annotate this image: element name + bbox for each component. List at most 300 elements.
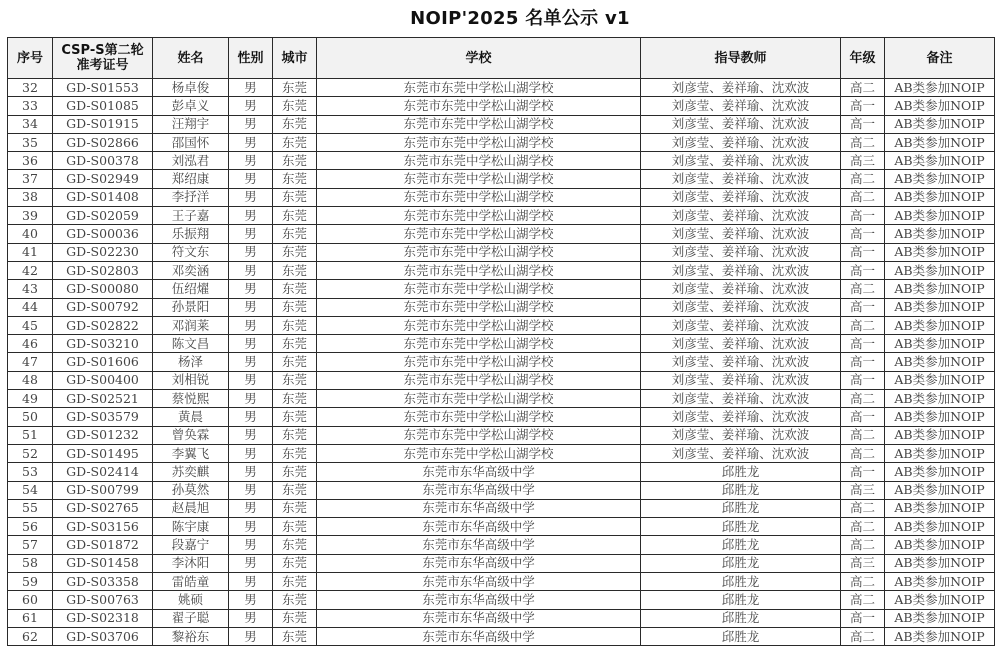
cell-school: 东莞市东华高级中学 <box>317 536 641 554</box>
cell-city: 东莞 <box>273 536 317 554</box>
table-row <box>8 481 995 499</box>
cell-note: AB类参加NOIP <box>885 170 995 188</box>
cell-gender: 男 <box>229 353 273 371</box>
cell-idx: 37 <box>8 170 53 188</box>
header-name: 姓名 <box>153 38 229 79</box>
cell-name: 伍绍燿 <box>153 280 229 298</box>
cell-note: AB类参加NOIP <box>885 554 995 572</box>
cell-city: 东莞 <box>273 371 317 389</box>
cell-teacher: 邱胜龙 <box>641 627 841 645</box>
table-row <box>8 554 995 572</box>
cell-note: AB类参加NOIP <box>885 97 995 115</box>
table-row <box>8 115 995 133</box>
cell-idx: 33 <box>8 97 53 115</box>
table-row <box>8 609 995 627</box>
cell-name: 姚硕 <box>153 591 229 609</box>
cell-note: AB类参加NOIP <box>885 207 995 225</box>
cell-name: 杨卓俊 <box>153 79 229 97</box>
cell-note: AB类参加NOIP <box>885 261 995 279</box>
cell-gender: 男 <box>229 426 273 444</box>
cell-ticket: GD-S02765 <box>53 499 153 517</box>
cell-idx: 53 <box>8 463 53 481</box>
cell-teacher: 刘彦莹、姜祥瑜、沈欢波 <box>641 408 841 426</box>
header-ticket-line2: 准考证号 <box>76 58 129 73</box>
cell-city: 东莞 <box>273 573 317 591</box>
cell-teacher: 邱胜龙 <box>641 609 841 627</box>
cell-school: 东莞市东莞中学松山湖学校 <box>317 335 641 353</box>
cell-city: 东莞 <box>273 298 317 316</box>
cell-school: 东莞市东华高级中学 <box>317 573 641 591</box>
cell-city: 东莞 <box>273 408 317 426</box>
cell-school: 东莞市东华高级中学 <box>317 499 641 517</box>
cell-name: 符文东 <box>153 243 229 261</box>
cell-grade: 高一 <box>841 353 885 371</box>
cell-ticket: GD-S02230 <box>53 243 153 261</box>
cell-name: 汪翔宇 <box>153 115 229 133</box>
header-city: 城市 <box>273 38 317 79</box>
cell-ticket: GD-S00763 <box>53 591 153 609</box>
cell-teacher: 刘彦莹、姜祥瑜、沈欢波 <box>641 426 841 444</box>
table-row <box>8 591 995 609</box>
cell-ticket: GD-S01458 <box>53 554 153 572</box>
cell-teacher: 刘彦莹、姜祥瑜、沈欢波 <box>641 353 841 371</box>
cell-ticket: GD-S01553 <box>53 79 153 97</box>
table-row <box>8 207 995 225</box>
cell-ticket: GD-S01872 <box>53 536 153 554</box>
cell-idx: 32 <box>8 79 53 97</box>
cell-idx: 38 <box>8 188 53 206</box>
cell-school: 东莞市东华高级中学 <box>317 554 641 572</box>
cell-idx: 48 <box>8 371 53 389</box>
cell-idx: 43 <box>8 280 53 298</box>
header-note: 备注 <box>885 38 995 79</box>
cell-note: AB类参加NOIP <box>885 243 995 261</box>
cell-note: AB类参加NOIP <box>885 426 995 444</box>
cell-ticket: GD-S01495 <box>53 444 153 462</box>
cell-city: 东莞 <box>273 133 317 151</box>
cell-name: 赵晨旭 <box>153 499 229 517</box>
table-row <box>8 79 995 97</box>
cell-school: 东莞市东莞中学松山湖学校 <box>317 133 641 151</box>
cell-ticket: GD-S02414 <box>53 463 153 481</box>
table-row <box>8 261 995 279</box>
cell-grade: 高二 <box>841 426 885 444</box>
cell-school: 东莞市东莞中学松山湖学校 <box>317 207 641 225</box>
cell-idx: 56 <box>8 518 53 536</box>
cell-school: 东莞市东莞中学松山湖学校 <box>317 444 641 462</box>
cell-gender: 男 <box>229 280 273 298</box>
cell-note: AB类参加NOIP <box>885 499 995 517</box>
cell-gender: 男 <box>229 243 273 261</box>
cell-grade: 高二 <box>841 280 885 298</box>
cell-grade: 高二 <box>841 573 885 591</box>
cell-grade: 高一 <box>841 371 885 389</box>
cell-school: 东莞市东华高级中学 <box>317 481 641 499</box>
cell-note: AB类参加NOIP <box>885 280 995 298</box>
cell-idx: 58 <box>8 554 53 572</box>
cell-idx: 35 <box>8 133 53 151</box>
table-row <box>8 188 995 206</box>
cell-city: 东莞 <box>273 463 317 481</box>
cell-idx: 57 <box>8 536 53 554</box>
cell-ticket: GD-S03210 <box>53 335 153 353</box>
cell-grade: 高二 <box>841 79 885 97</box>
header-school: 学校 <box>317 38 641 79</box>
cell-idx: 44 <box>8 298 53 316</box>
cell-city: 东莞 <box>273 481 317 499</box>
cell-ticket: GD-S01606 <box>53 353 153 371</box>
cell-grade: 高一 <box>841 115 885 133</box>
cell-gender: 男 <box>229 298 273 316</box>
cell-idx: 52 <box>8 444 53 462</box>
table-row <box>8 444 995 462</box>
cell-idx: 62 <box>8 627 53 645</box>
cell-ticket: GD-S00080 <box>53 280 153 298</box>
cell-note: AB类参加NOIP <box>885 115 995 133</box>
cell-note: AB类参加NOIP <box>885 353 995 371</box>
cell-name: 陈宇康 <box>153 518 229 536</box>
cell-grade: 高一 <box>841 97 885 115</box>
cell-note: AB类参加NOIP <box>885 408 995 426</box>
cell-city: 东莞 <box>273 627 317 645</box>
cell-school: 东莞市东莞中学松山湖学校 <box>317 170 641 188</box>
cell-idx: 47 <box>8 353 53 371</box>
table-row <box>8 316 995 334</box>
cell-school: 东莞市东华高级中学 <box>317 463 641 481</box>
cell-grade: 高一 <box>841 463 885 481</box>
cell-gender: 男 <box>229 591 273 609</box>
cell-gender: 男 <box>229 444 273 462</box>
table-row <box>8 152 995 170</box>
cell-name: 杨泽 <box>153 353 229 371</box>
cell-grade: 高二 <box>841 536 885 554</box>
cell-gender: 男 <box>229 481 273 499</box>
cell-city: 东莞 <box>273 426 317 444</box>
cell-name: 蔡悦熙 <box>153 390 229 408</box>
cell-name: 李抒洋 <box>153 188 229 206</box>
cell-name: 陈文昌 <box>153 335 229 353</box>
cell-gender: 男 <box>229 499 273 517</box>
cell-gender: 男 <box>229 97 273 115</box>
cell-gender: 男 <box>229 115 273 133</box>
cell-name: 曾奂霖 <box>153 426 229 444</box>
cell-grade: 高二 <box>841 170 885 188</box>
cell-ticket: GD-S02059 <box>53 207 153 225</box>
cell-gender: 男 <box>229 573 273 591</box>
cell-ticket: GD-S02949 <box>53 170 153 188</box>
cell-school: 东莞市东华高级中学 <box>317 591 641 609</box>
cell-school: 东莞市东华高级中学 <box>317 609 641 627</box>
cell-school: 东莞市东莞中学松山湖学校 <box>317 188 641 206</box>
cell-name: 王子嘉 <box>153 207 229 225</box>
cell-school: 东莞市东莞中学松山湖学校 <box>317 316 641 334</box>
cell-ticket: GD-S03579 <box>53 408 153 426</box>
header-ticket <box>53 38 153 79</box>
cell-note: AB类参加NOIP <box>885 188 995 206</box>
cell-idx: 50 <box>8 408 53 426</box>
cell-school: 东莞市东莞中学松山湖学校 <box>317 79 641 97</box>
cell-grade: 高二 <box>841 188 885 206</box>
cell-ticket: GD-S00378 <box>53 152 153 170</box>
cell-teacher: 刘彦莹、姜祥瑜、沈欢波 <box>641 133 841 151</box>
cell-city: 东莞 <box>273 316 317 334</box>
cell-city: 东莞 <box>273 170 317 188</box>
cell-grade: 高二 <box>841 133 885 151</box>
cell-grade: 高三 <box>841 152 885 170</box>
table-row <box>8 298 995 316</box>
cell-city: 东莞 <box>273 609 317 627</box>
cell-teacher: 刘彦莹、姜祥瑜、沈欢波 <box>641 444 841 462</box>
table-row <box>8 371 995 389</box>
cell-idx: 40 <box>8 225 53 243</box>
cell-gender: 男 <box>229 627 273 645</box>
cell-note: AB类参加NOIP <box>885 371 995 389</box>
cell-teacher: 邱胜龙 <box>641 518 841 536</box>
cell-ticket: GD-S02803 <box>53 261 153 279</box>
cell-ticket: GD-S01085 <box>53 97 153 115</box>
cell-city: 东莞 <box>273 390 317 408</box>
roster-table <box>7 37 995 646</box>
cell-grade: 高一 <box>841 609 885 627</box>
cell-gender: 男 <box>229 609 273 627</box>
cell-ticket: GD-S03706 <box>53 627 153 645</box>
cell-grade: 高二 <box>841 499 885 517</box>
header-gender: 性别 <box>229 38 273 79</box>
cell-name: 李沐阳 <box>153 554 229 572</box>
cell-idx: 51 <box>8 426 53 444</box>
cell-teacher: 刘彦莹、姜祥瑜、沈欢波 <box>641 188 841 206</box>
cell-city: 东莞 <box>273 499 317 517</box>
cell-note: AB类参加NOIP <box>885 591 995 609</box>
cell-gender: 男 <box>229 79 273 97</box>
cell-teacher: 刘彦莹、姜祥瑜、沈欢波 <box>641 97 841 115</box>
cell-gender: 男 <box>229 554 273 572</box>
table-row <box>8 170 995 188</box>
cell-teacher: 刘彦莹、姜祥瑜、沈欢波 <box>641 207 841 225</box>
cell-name: 孙景阳 <box>153 298 229 316</box>
cell-teacher: 刘彦莹、姜祥瑜、沈欢波 <box>641 371 841 389</box>
cell-school: 东莞市东莞中学松山湖学校 <box>317 353 641 371</box>
cell-note: AB类参加NOIP <box>885 518 995 536</box>
header-ticket-line1: CSP-S第二轮 <box>61 43 144 58</box>
table-row <box>8 280 995 298</box>
table-row <box>8 408 995 426</box>
cell-grade: 高二 <box>841 627 885 645</box>
cell-city: 东莞 <box>273 97 317 115</box>
table-row <box>8 627 995 645</box>
cell-gender: 男 <box>229 536 273 554</box>
cell-idx: 39 <box>8 207 53 225</box>
table-row <box>8 225 995 243</box>
cell-teacher: 刘彦莹、姜祥瑜、沈欢波 <box>641 115 841 133</box>
cell-gender: 男 <box>229 207 273 225</box>
cell-ticket: GD-S02822 <box>53 316 153 334</box>
table-row <box>8 353 995 371</box>
cell-idx: 61 <box>8 609 53 627</box>
cell-teacher: 刘彦莹、姜祥瑜、沈欢波 <box>641 152 841 170</box>
cell-idx: 46 <box>8 335 53 353</box>
cell-name: 邵国怀 <box>153 133 229 151</box>
cell-teacher: 刘彦莹、姜祥瑜、沈欢波 <box>641 170 841 188</box>
cell-note: AB类参加NOIP <box>885 335 995 353</box>
cell-idx: 49 <box>8 390 53 408</box>
cell-gender: 男 <box>229 152 273 170</box>
cell-ticket: GD-S00792 <box>53 298 153 316</box>
cell-city: 东莞 <box>273 243 317 261</box>
cell-school: 东莞市东莞中学松山湖学校 <box>317 371 641 389</box>
cell-ticket: GD-S01232 <box>53 426 153 444</box>
cell-teacher: 邱胜龙 <box>641 573 841 591</box>
cell-name: 刘相锐 <box>153 371 229 389</box>
cell-note: AB类参加NOIP <box>885 573 995 591</box>
cell-name: 黎裕东 <box>153 627 229 645</box>
cell-city: 东莞 <box>273 591 317 609</box>
cell-name: 黄晨 <box>153 408 229 426</box>
cell-city: 东莞 <box>273 79 317 97</box>
cell-ticket: GD-S02521 <box>53 390 153 408</box>
cell-teacher: 刘彦莹、姜祥瑜、沈欢波 <box>641 261 841 279</box>
cell-grade: 高二 <box>841 591 885 609</box>
cell-gender: 男 <box>229 371 273 389</box>
cell-teacher: 邱胜龙 <box>641 499 841 517</box>
cell-city: 东莞 <box>273 518 317 536</box>
table-row <box>8 536 995 554</box>
cell-grade: 高二 <box>841 390 885 408</box>
cell-idx: 55 <box>8 499 53 517</box>
cell-gender: 男 <box>229 408 273 426</box>
cell-name: 乐振翔 <box>153 225 229 243</box>
cell-city: 东莞 <box>273 115 317 133</box>
cell-ticket: GD-S01408 <box>53 188 153 206</box>
cell-city: 东莞 <box>273 335 317 353</box>
header-grade: 年级 <box>841 38 885 79</box>
cell-ticket: GD-S00400 <box>53 371 153 389</box>
cell-gender: 男 <box>229 463 273 481</box>
cell-gender: 男 <box>229 261 273 279</box>
cell-gender: 男 <box>229 335 273 353</box>
cell-name: 雷皓童 <box>153 573 229 591</box>
cell-teacher: 邱胜龙 <box>641 481 841 499</box>
cell-note: AB类参加NOIP <box>885 316 995 334</box>
cell-school: 东莞市东莞中学松山湖学校 <box>317 225 641 243</box>
cell-school: 东莞市东莞中学松山湖学校 <box>317 152 641 170</box>
cell-grade: 高一 <box>841 207 885 225</box>
page-title: NOIP'2025 名单公示 v1 <box>410 8 630 29</box>
cell-teacher: 刘彦莹、姜祥瑜、沈欢波 <box>641 316 841 334</box>
cell-grade: 高一 <box>841 335 885 353</box>
cell-gender: 男 <box>229 316 273 334</box>
cell-teacher: 刘彦莹、姜祥瑜、沈欢波 <box>641 79 841 97</box>
cell-ticket: GD-S02318 <box>53 609 153 627</box>
cell-school: 东莞市东华高级中学 <box>317 627 641 645</box>
cell-school: 东莞市东莞中学松山湖学校 <box>317 298 641 316</box>
cell-idx: 41 <box>8 243 53 261</box>
cell-name: 段嘉宁 <box>153 536 229 554</box>
cell-note: AB类参加NOIP <box>885 152 995 170</box>
cell-note: AB类参加NOIP <box>885 481 995 499</box>
cell-city: 东莞 <box>273 152 317 170</box>
cell-school: 东莞市东莞中学松山湖学校 <box>317 261 641 279</box>
cell-grade: 高三 <box>841 481 885 499</box>
cell-name: 郑绍康 <box>153 170 229 188</box>
cell-ticket: GD-S00036 <box>53 225 153 243</box>
cell-teacher: 刘彦莹、姜祥瑜、沈欢波 <box>641 298 841 316</box>
cell-gender: 男 <box>229 170 273 188</box>
cell-school: 东莞市东莞中学松山湖学校 <box>317 280 641 298</box>
cell-gender: 男 <box>229 518 273 536</box>
cell-name: 李翼飞 <box>153 444 229 462</box>
header-teacher: 指导教师 <box>641 38 841 79</box>
cell-city: 东莞 <box>273 280 317 298</box>
cell-note: AB类参加NOIP <box>885 463 995 481</box>
cell-teacher: 邱胜龙 <box>641 536 841 554</box>
cell-ticket: GD-S00799 <box>53 481 153 499</box>
cell-teacher: 邱胜龙 <box>641 591 841 609</box>
cell-school: 东莞市东莞中学松山湖学校 <box>317 243 641 261</box>
cell-idx: 60 <box>8 591 53 609</box>
cell-gender: 男 <box>229 225 273 243</box>
cell-school: 东莞市东莞中学松山湖学校 <box>317 115 641 133</box>
header-row <box>8 38 995 79</box>
table-row <box>8 390 995 408</box>
table-row <box>8 499 995 517</box>
cell-grade: 高二 <box>841 316 885 334</box>
cell-grade: 高一 <box>841 243 885 261</box>
table-row <box>8 133 995 151</box>
cell-city: 东莞 <box>273 261 317 279</box>
table-row <box>8 335 995 353</box>
cell-idx: 54 <box>8 481 53 499</box>
cell-grade: 高一 <box>841 225 885 243</box>
cell-teacher: 刘彦莹、姜祥瑜、沈欢波 <box>641 335 841 353</box>
cell-name: 邓润莱 <box>153 316 229 334</box>
table-row <box>8 463 995 481</box>
cell-note: AB类参加NOIP <box>885 627 995 645</box>
cell-note: AB类参加NOIP <box>885 79 995 97</box>
cell-name: 苏奕麒 <box>153 463 229 481</box>
cell-ticket: GD-S03358 <box>53 573 153 591</box>
table-row <box>8 243 995 261</box>
cell-ticket: GD-S01915 <box>53 115 153 133</box>
cell-grade: 高二 <box>841 518 885 536</box>
cell-name: 刘泓君 <box>153 152 229 170</box>
table-row <box>8 426 995 444</box>
cell-idx: 59 <box>8 573 53 591</box>
cell-note: AB类参加NOIP <box>885 298 995 316</box>
table-row <box>8 518 995 536</box>
cell-school: 东莞市东莞中学松山湖学校 <box>317 390 641 408</box>
cell-teacher: 邱胜龙 <box>641 554 841 572</box>
cell-idx: 45 <box>8 316 53 334</box>
cell-city: 东莞 <box>273 444 317 462</box>
cell-name: 彭卓义 <box>153 97 229 115</box>
cell-school: 东莞市东莞中学松山湖学校 <box>317 97 641 115</box>
cell-school: 东莞市东莞中学松山湖学校 <box>317 408 641 426</box>
cell-idx: 42 <box>8 261 53 279</box>
cell-city: 东莞 <box>273 554 317 572</box>
cell-note: AB类参加NOIP <box>885 536 995 554</box>
cell-city: 东莞 <box>273 207 317 225</box>
cell-city: 东莞 <box>273 225 317 243</box>
cell-note: AB类参加NOIP <box>885 444 995 462</box>
cell-grade: 高一 <box>841 261 885 279</box>
cell-teacher: 刘彦莹、姜祥瑜、沈欢波 <box>641 390 841 408</box>
cell-gender: 男 <box>229 133 273 151</box>
cell-teacher: 刘彦莹、姜祥瑜、沈欢波 <box>641 225 841 243</box>
cell-grade: 高三 <box>841 554 885 572</box>
cell-note: AB类参加NOIP <box>885 133 995 151</box>
cell-idx: 34 <box>8 115 53 133</box>
